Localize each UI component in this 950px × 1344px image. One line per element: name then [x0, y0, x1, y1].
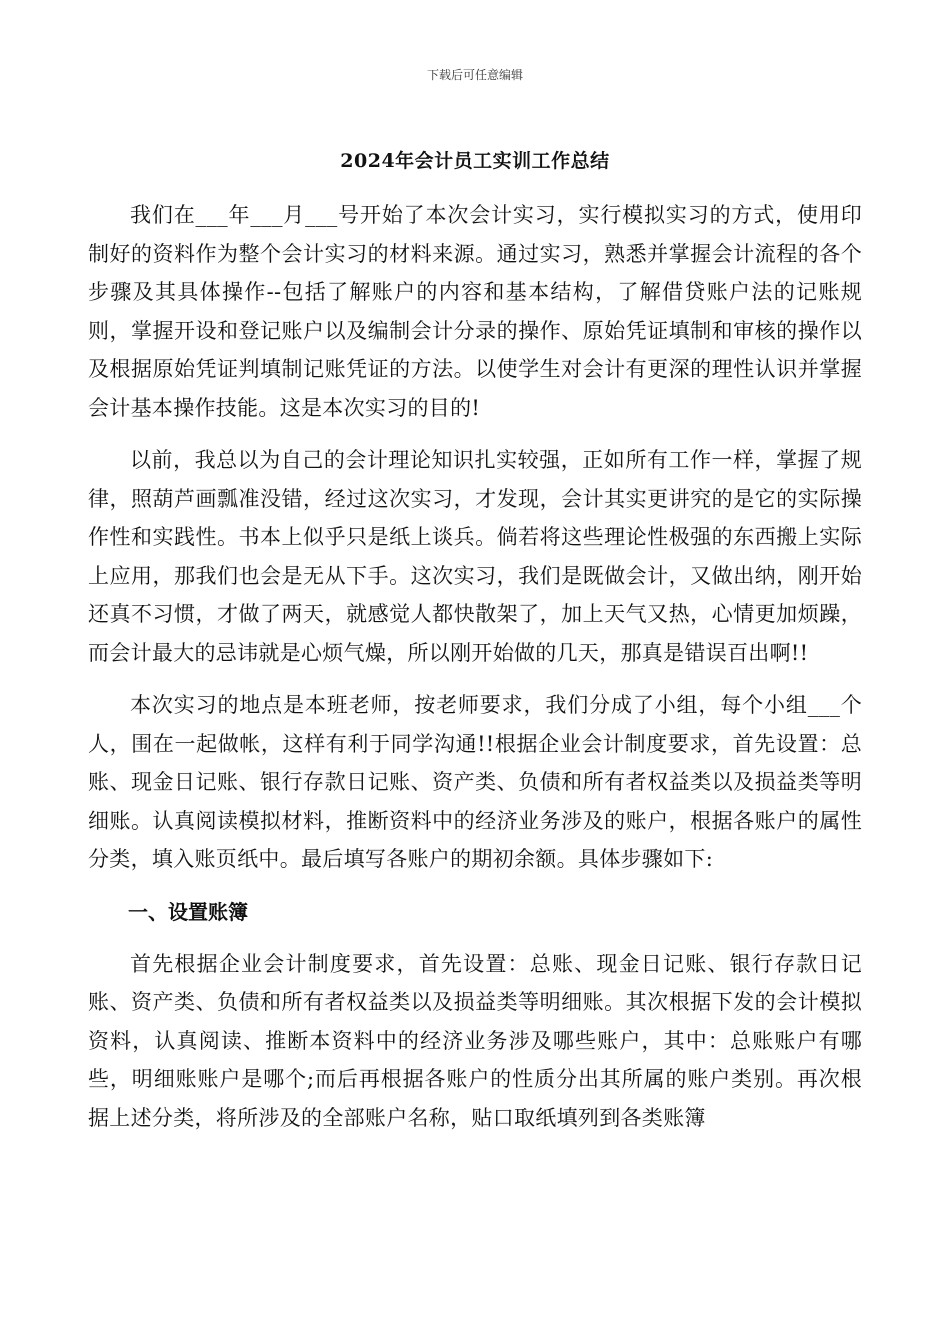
- header-note: 下载后可任意编辑: [426, 68, 523, 82]
- paragraph-location: 本次实习的地点是本班老师，按老师要求，我们分成了小组，每个小组___个人，围在一起做帐，这样有利于同学沟通!!根据企业会计制度要求，首先设置：总账、现金日记账、银行存款日记账、资产类、负债和所有者权益类以及损益类等明细账。认真阅读模拟材料，推断资料中的经济业务涉及的账户，根据各账户的属性分类，填入账页纸中。最后填写各账户的期初余额。具体步骤如下:: [88, 693, 862, 871]
- section-heading-setup-ledgers: 一、设置账簿: [128, 899, 248, 924]
- document-body: [88, 196, 862, 1151]
- paragraph-intro: 我们在___年___月___号开始了本次会计实习，实行模拟实习的方式，使用印制好的资料作为整个会计实习的材料来源。通过实习，熟悉并掌握会计流程的各个步骤及其具体操作--包括了解账户的内容和基本结构，了解借贷账户法的记账规则，掌握开设和登记账户以及编制会计分录的操作、原始凭证填制和审核的操作以及根据原始凭证判填制记账凭证的方法。以使学生对会计有更深的理性认识并掌握会计基本操作技能。这是本次实习的目的!: [88, 203, 862, 420]
- document-title: 2024年会计员工实训工作总结: [340, 150, 610, 172]
- paragraph-reflection: 以前，我总以为自己的会计理论知识扎实较强，正如所有工作一样，掌握了规律，照葫芦画瓢准没错，经过这次实习，才发现，会计其实更讲究的是它的实际操作性和实践性。书本上似乎只是纸上谈兵。倘若将这些理论性极强的东西搬上实际上应用，那我们也会是无从下手。这次实习，我们是既做会计，又做出纳，刚开始还真不习惯，才做了两天，就感觉人都快散架了，加上天气又热，心情更加烦躁，而会计最大的忌讳就是心烦气燥，所以刚开始做的几天，那真是错误百出啊!!: [88, 448, 862, 665]
- paragraph-setup-ledgers: 首先根据企业会计制度要求，首先设置：总账、现金日记账、银行存款日记账、资产类、负债和所有者权益类以及损益类等明细账。其次根据下发的会计模拟资料，认真阅读、推断本资料中的经济业务涉及哪些账户，其中：总账账户有哪些，明细账账户是哪个;而后再根据各账户的性质分出其所属的账户类别。再次根据上述分类，将所涉及的全部账户名称，贴口取纸填列到各类账簿: [88, 951, 862, 1130]
